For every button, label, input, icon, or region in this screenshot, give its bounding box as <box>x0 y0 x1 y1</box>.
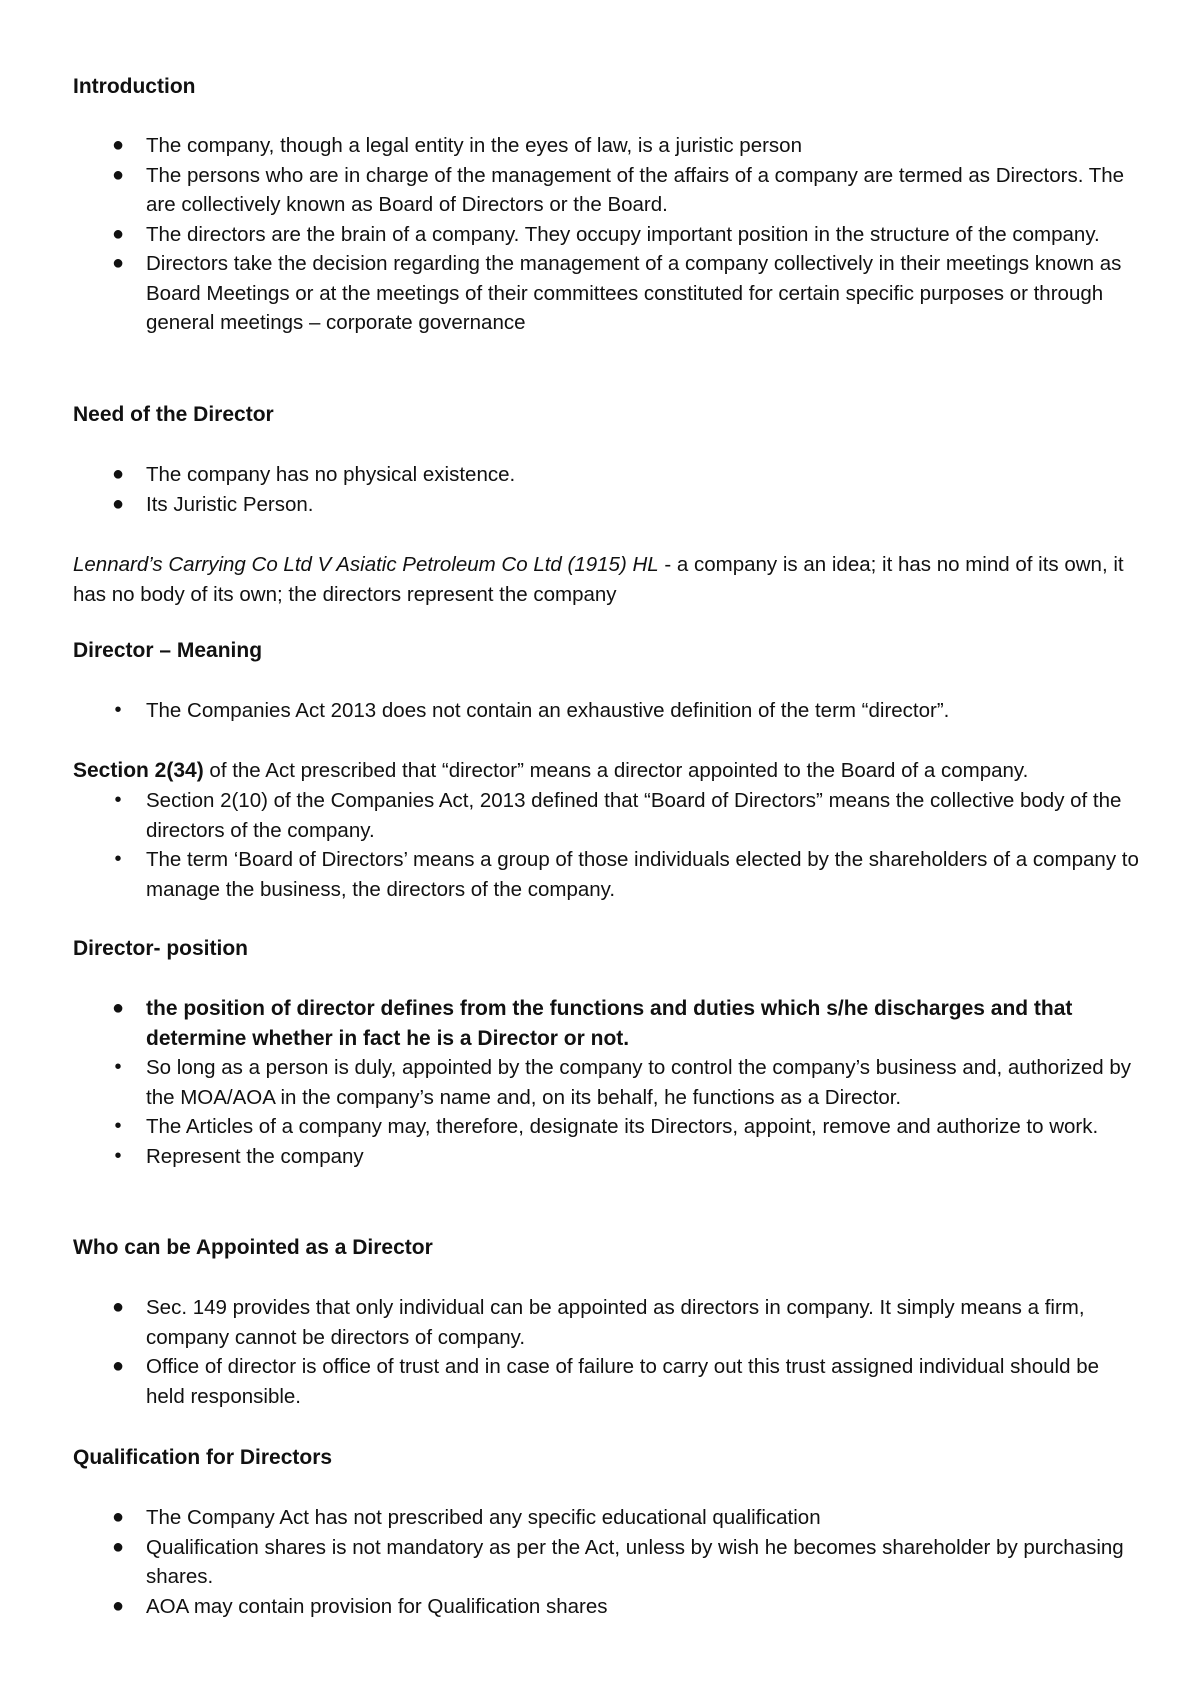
bullet-icon: ● <box>111 1355 125 1377</box>
list-item: • Represent the company <box>73 1142 1143 1172</box>
list-item: ● The directors are the brain of a company. They occupy important position in the structure of the company. <box>73 220 1143 250</box>
bullet-icon: • <box>114 1056 122 1078</box>
section-text: of the Act prescribed that “director” means a director appointed to the Board of a company. <box>203 759 1029 782</box>
heading-need-of-director: Need of the Director <box>73 403 274 426</box>
bullet-icon: ● <box>111 1506 125 1528</box>
bullet-icon: • <box>114 848 122 870</box>
list-need <box>73 460 1143 519</box>
list-item: • The term ‘Board of Directors’ means a group of those individuals elected by the shareholders of a company to manage the business, the directors of the company. <box>73 845 1143 904</box>
list-position <box>73 994 1143 1171</box>
bullet-icon: ● <box>111 1594 125 1617</box>
list-item: ● The persons who are in charge of the management of the affairs of a company are termed as Directors. The are collectively known as Board of Directors or the Board. <box>73 161 1143 220</box>
bullet-icon: ● <box>111 997 125 1019</box>
heading-qualification: Qualification for Directors <box>73 1446 333 1469</box>
heading-director-meaning: Director – Meaning <box>73 639 263 662</box>
list-introduction <box>73 131 1143 338</box>
bullet-icon: ● <box>111 1535 125 1558</box>
bullet-icon: ● <box>111 463 125 485</box>
section-ref: Section 2(34) <box>73 759 204 782</box>
section-paragraph <box>73 756 1143 786</box>
bullet-icon: • <box>114 699 122 721</box>
list-item: ● Directors take the decision regarding the management of a company collectively in their meetings known as Board Meetings or at the meetings of their committees constituted for certain specific purposes or through general meetings – corporate governance <box>73 249 1143 338</box>
list-item: ● Office of director is office of trust and in case of failure to carry out this trust assigned individual should be held responsible. <box>73 1352 1143 1411</box>
list-who <box>73 1293 1143 1411</box>
bullet-icon: ● <box>111 1296 125 1318</box>
heading-who-can-be-appointed: Who can be Appointed as a Director <box>73 1236 433 1259</box>
list-item: ● The company has no physical existence. <box>73 460 1143 490</box>
list-item: ● AOA may contain provision for Qualification shares <box>73 1592 1143 1622</box>
list-item: ● The company, though a legal entity in the eyes of law, is a juristic person <box>73 131 1143 161</box>
list-qualification <box>73 1503 1143 1621</box>
list-item: • The Articles of a company may, therefore, designate its Directors, appoint, remove and authorize to work. <box>73 1112 1143 1142</box>
list-item: • The Companies Act 2013 does not contain an exhaustive definition of the term “director”. <box>73 696 1143 726</box>
bullet-icon: • <box>114 789 122 811</box>
list-item: ● The Company Act has not prescribed any specific educational qualification <box>73 1503 1143 1533</box>
list-item: ● Sec. 149 provides that only individual can be appointed as directors in company. It simply means a firm, company cannot be directors of company. <box>73 1293 1143 1352</box>
list-item: • So long as a person is duly, appointed by the company to control the company’s business and, authorized by the MOA/AOA in the company’s name and, on its behalf, he functions as a Director. <box>73 1053 1143 1112</box>
bullet-icon: ● <box>111 134 125 156</box>
list-item: ● Qualification shares is not mandatory as per the Act, unless by wish he becomes shareholder by purchasing shares. <box>73 1533 1143 1592</box>
heading-introduction: Introduction <box>73 75 196 98</box>
bullet-icon: ● <box>111 222 125 245</box>
list-meaning <box>73 696 1143 726</box>
case-paragraph <box>73 550 1143 609</box>
list-meaning-2 <box>73 786 1143 904</box>
bullet-icon: ● <box>111 163 125 186</box>
list-item: • Section 2(10) of the Companies Act, 2013 defined that “Board of Directors” means the collective body of the directors of the company. <box>73 786 1143 845</box>
list-item: ● Its Juristic Person. <box>73 490 1143 520</box>
bullet-icon: • <box>114 1115 122 1137</box>
heading-director-position: Director- position <box>73 937 249 960</box>
bullet-icon: • <box>114 1144 122 1167</box>
list-item: ● the position of director defines from the functions and duties which s/he discharges and that determine whether in fact he is a Director or not. <box>73 994 1143 1053</box>
case-citation: Lennard’s Carrying Co Ltd V Asiatic Petroleum Co Ltd (1915) HL <box>73 553 659 576</box>
case-text: - a company is an idea; it has no mind of its own, it has no body of its own; the directors represent the company <box>73 553 1124 606</box>
bullet-icon: ● <box>111 492 125 515</box>
bullet-icon: ● <box>111 252 125 274</box>
